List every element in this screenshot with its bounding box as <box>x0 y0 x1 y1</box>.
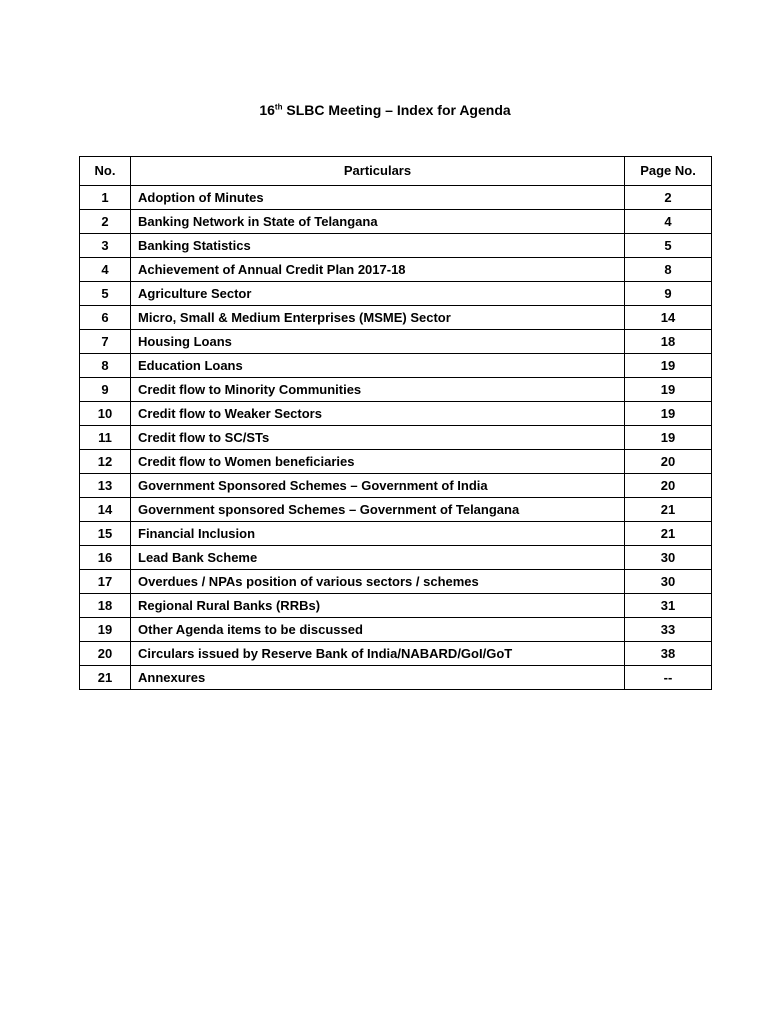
table-row <box>80 282 712 306</box>
row-particular: Credit flow to Minority Communities <box>131 378 625 402</box>
header-no: No. <box>80 157 131 186</box>
row-number: 5 <box>80 282 131 306</box>
row-particular: Circulars issued by Reserve Bank of India/NABARD/GoI/GoT <box>131 642 625 666</box>
row-particular: Micro, Small & Medium Enterprises (MSME) Sector <box>131 306 625 330</box>
row-page-number: 21 <box>625 522 712 546</box>
row-particular: Financial Inclusion <box>131 522 625 546</box>
table-row <box>80 330 712 354</box>
table-row <box>80 450 712 474</box>
table-row <box>80 426 712 450</box>
row-page-number: 14 <box>625 306 712 330</box>
row-page-number: 21 <box>625 498 712 522</box>
row-particular: Adoption of Minutes <box>131 186 625 210</box>
row-page-number: 19 <box>625 354 712 378</box>
row-page-number: 18 <box>625 330 712 354</box>
row-page-number: 30 <box>625 546 712 570</box>
table-body <box>80 186 712 690</box>
row-number: 18 <box>80 594 131 618</box>
table-row <box>80 642 712 666</box>
table-row <box>80 546 712 570</box>
row-particular: Annexures <box>131 666 625 690</box>
title-rest: SLBC Meeting – Index for Agenda <box>282 102 511 118</box>
table-row <box>80 378 712 402</box>
row-particular: Regional Rural Banks (RRBs) <box>131 594 625 618</box>
table-row <box>80 402 712 426</box>
table-row <box>80 594 712 618</box>
table-row <box>80 354 712 378</box>
table-row <box>80 666 712 690</box>
row-number: 2 <box>80 210 131 234</box>
row-number: 7 <box>80 330 131 354</box>
table-row <box>80 522 712 546</box>
row-particular: Achievement of Annual Credit Plan 2017-18 <box>131 258 625 282</box>
row-particular: Credit flow to Weaker Sectors <box>131 402 625 426</box>
row-number: 14 <box>80 498 131 522</box>
row-particular: Government Sponsored Schemes – Government of India <box>131 474 625 498</box>
row-page-number: 19 <box>625 426 712 450</box>
row-particular: Credit flow to SC/STs <box>131 426 625 450</box>
row-particular: Overdues / NPAs position of various sectors / schemes <box>131 570 625 594</box>
row-particular: Lead Bank Scheme <box>131 546 625 570</box>
agenda-index-table <box>79 156 712 690</box>
header-page-no: Page No. <box>625 157 712 186</box>
row-particular: Credit flow to Women beneficiaries <box>131 450 625 474</box>
row-page-number: 30 <box>625 570 712 594</box>
header-particulars: Particulars <box>131 157 625 186</box>
table-row <box>80 498 712 522</box>
table-row <box>80 210 712 234</box>
row-number: 19 <box>80 618 131 642</box>
table-row <box>80 258 712 282</box>
row-page-number: 5 <box>625 234 712 258</box>
row-particular: Agriculture Sector <box>131 282 625 306</box>
row-number: 13 <box>80 474 131 498</box>
row-page-number: 8 <box>625 258 712 282</box>
row-page-number: 38 <box>625 642 712 666</box>
row-number: 4 <box>80 258 131 282</box>
row-page-number: -- <box>625 666 712 690</box>
row-number: 3 <box>80 234 131 258</box>
row-page-number: 9 <box>625 282 712 306</box>
title-prefix: 16 <box>259 102 275 118</box>
table-row <box>80 234 712 258</box>
row-number: 21 <box>80 666 131 690</box>
table-row <box>80 618 712 642</box>
title-superscript: th <box>274 102 283 112</box>
row-particular: Banking Statistics <box>131 234 625 258</box>
row-number: 20 <box>80 642 131 666</box>
row-number: 12 <box>80 450 131 474</box>
row-particular: Banking Network in State of Telangana <box>131 210 625 234</box>
table-row <box>80 474 712 498</box>
row-page-number: 4 <box>625 210 712 234</box>
row-number: 16 <box>80 546 131 570</box>
table-header-row <box>80 157 712 186</box>
table-row <box>80 186 712 210</box>
row-number: 1 <box>80 186 131 210</box>
row-number: 15 <box>80 522 131 546</box>
row-particular: Other Agenda items to be discussed <box>131 618 625 642</box>
table-row <box>80 570 712 594</box>
row-particular: Government sponsored Schemes – Government of Telangana <box>131 498 625 522</box>
row-page-number: 31 <box>625 594 712 618</box>
row-number: 8 <box>80 354 131 378</box>
row-page-number: 2 <box>625 186 712 210</box>
row-number: 6 <box>80 306 131 330</box>
row-particular: Education Loans <box>131 354 625 378</box>
table-row <box>80 306 712 330</box>
row-number: 17 <box>80 570 131 594</box>
row-page-number: 33 <box>625 618 712 642</box>
row-page-number: 20 <box>625 450 712 474</box>
row-particular: Housing Loans <box>131 330 625 354</box>
row-number: 10 <box>80 402 131 426</box>
row-number: 11 <box>80 426 131 450</box>
row-page-number: 19 <box>625 402 712 426</box>
row-number: 9 <box>80 378 131 402</box>
row-page-number: 19 <box>625 378 712 402</box>
page-title <box>0 100 770 120</box>
row-page-number: 20 <box>625 474 712 498</box>
